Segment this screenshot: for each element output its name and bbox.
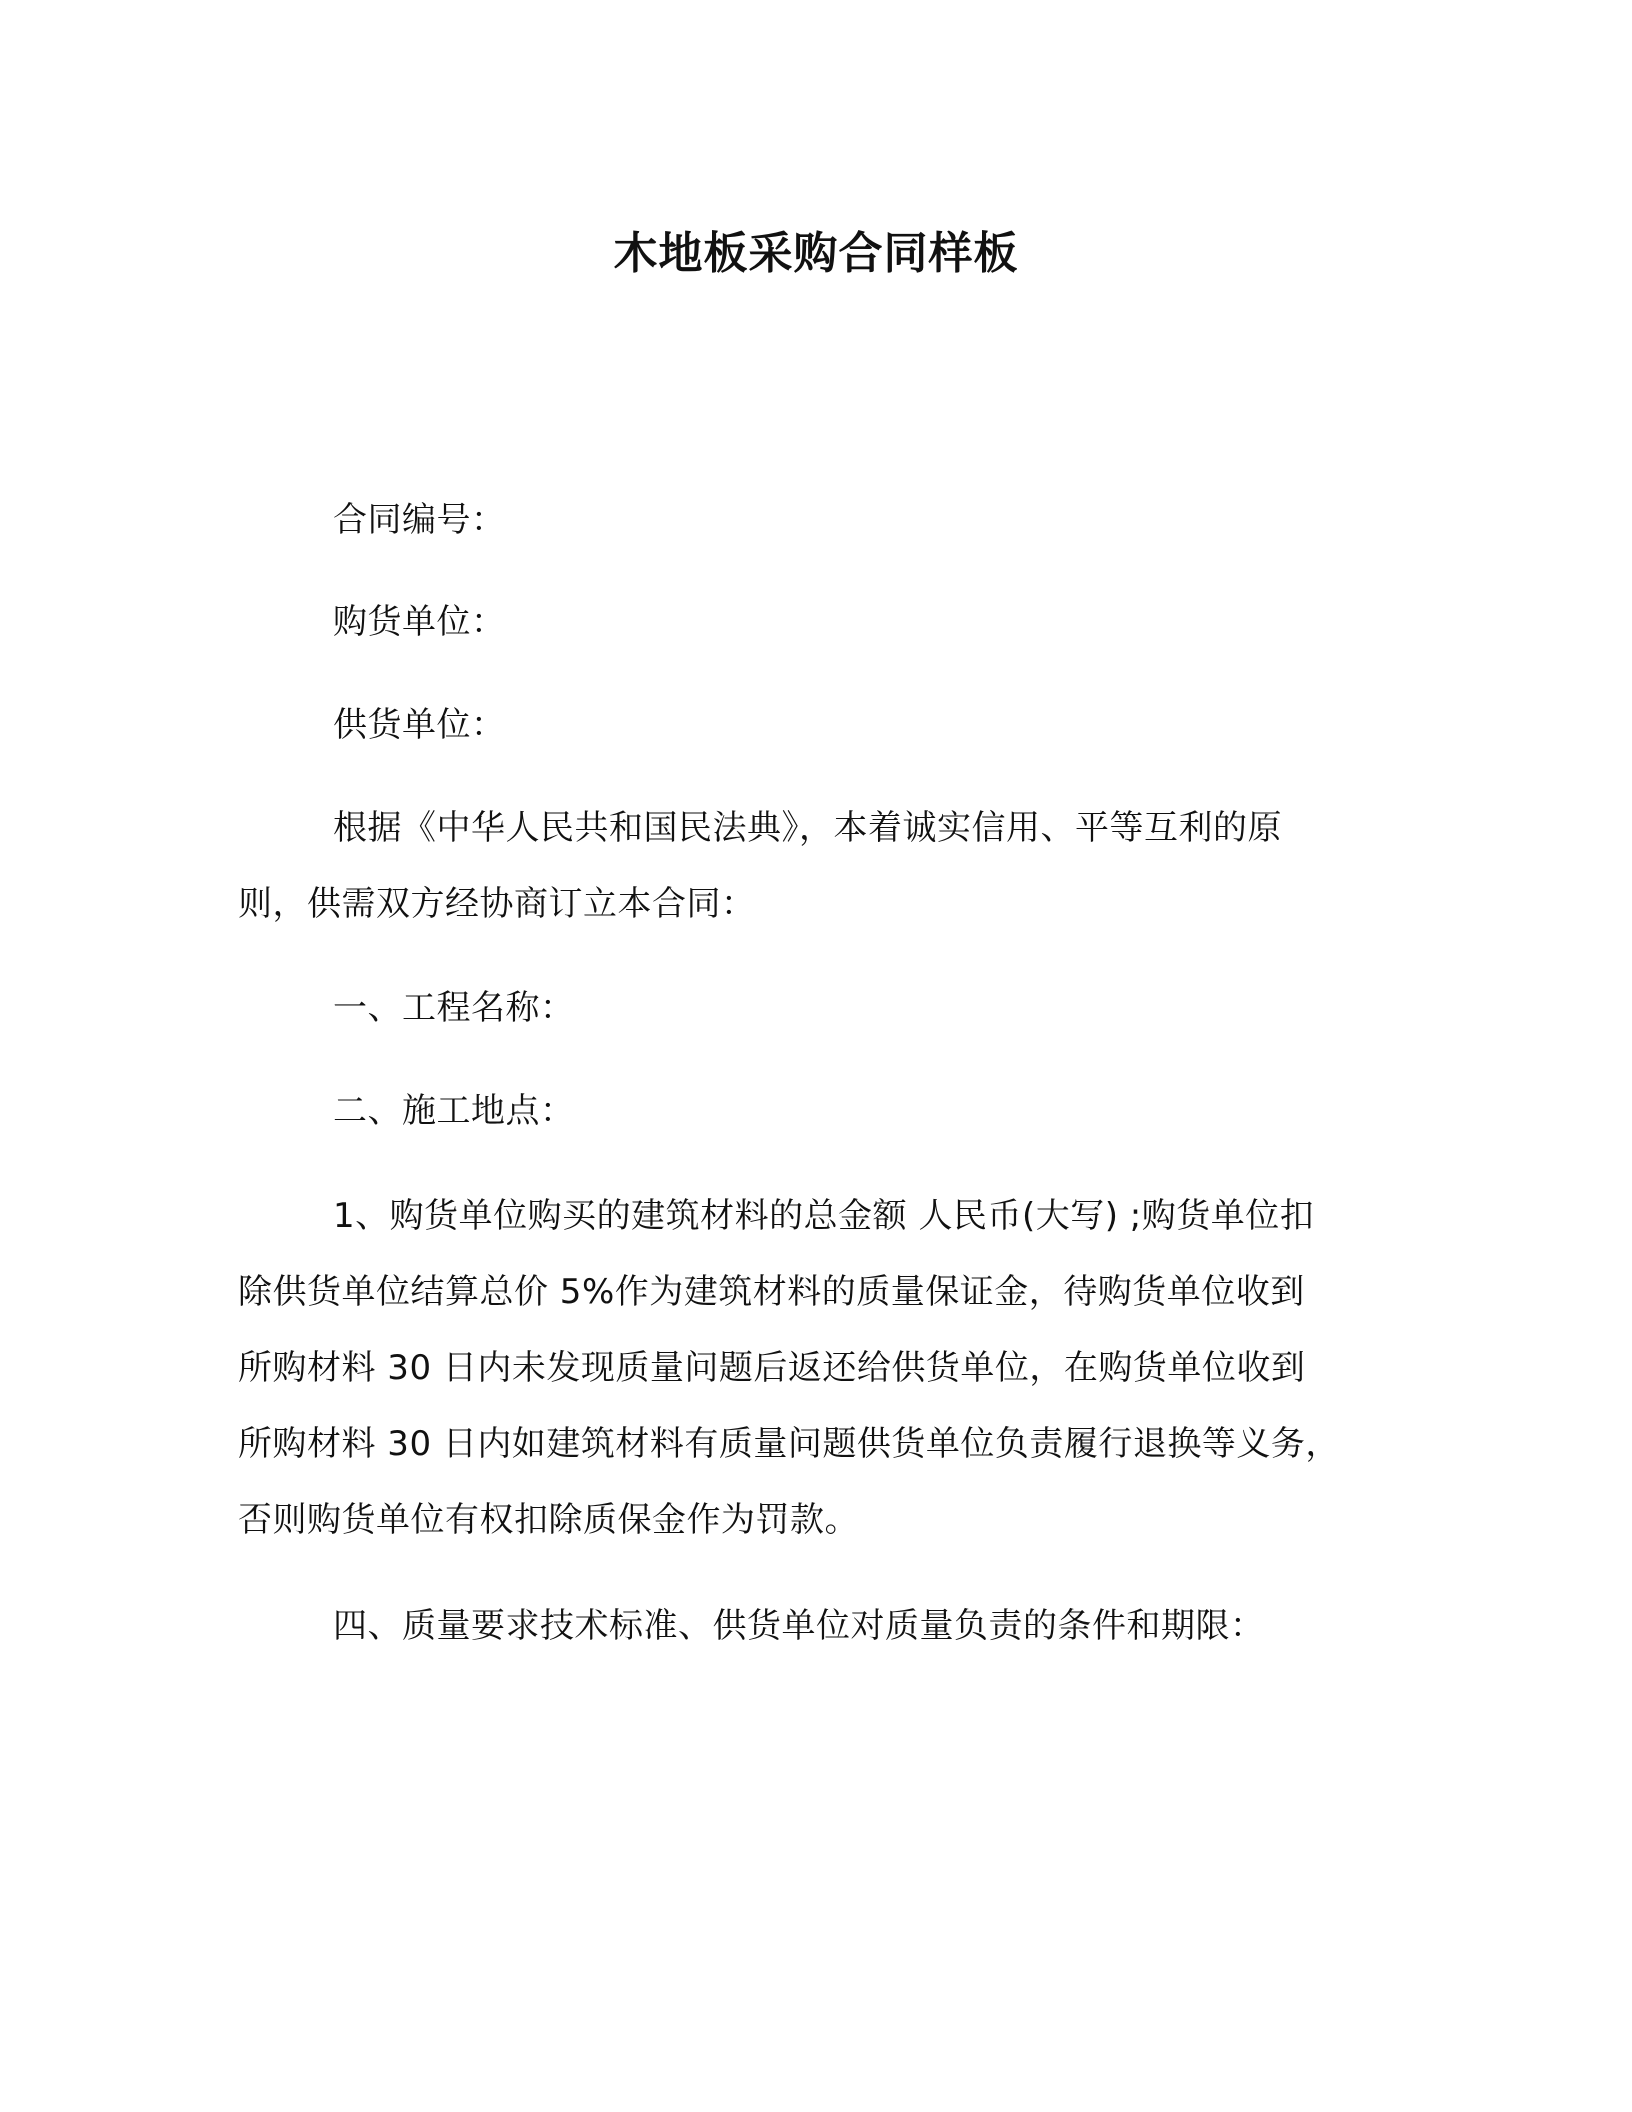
clause-1-line-5: 否则购货单位有权扣除质保金作为罚款。 bbox=[238, 1500, 859, 1540]
clause-1-line-4: 所购材料 30 日内如建筑材料有质量问题供货单位负责履行退换等义务， bbox=[238, 1424, 1340, 1464]
field-supplier: 供货单位： bbox=[333, 705, 506, 745]
preamble-line-2: 则，供需双方经协商订立本合同： bbox=[238, 884, 756, 924]
section-project-name: 一、工程名称： bbox=[333, 988, 575, 1028]
field-buyer: 购货单位： bbox=[333, 602, 506, 642]
preamble-line-1: 根据《中华人民共和国民法典》，本着诚实信用、平等互利的原 bbox=[333, 808, 1282, 848]
clause-1-line-2: 除供货单位结算总价 5%作为建筑材料的质量保证金，待购货单位收到 bbox=[238, 1272, 1305, 1312]
clause-1-line-1: 1、购货单位购买的建筑材料的总金额 人民币(大写) ;购货单位扣 bbox=[333, 1196, 1315, 1236]
field-contract-number: 合同编号： bbox=[333, 500, 506, 540]
section-quality-requirements: 四、质量要求技术标准、供货单位对质量负责的条件和期限： bbox=[333, 1606, 1265, 1646]
clause-1-line-3: 所购材料 30 日内未发现质量问题后返还给供货单位，在购货单位收到 bbox=[238, 1348, 1306, 1388]
section-construction-site: 二、施工地点： bbox=[333, 1091, 575, 1131]
document-title: 木地板采购合同样板 bbox=[613, 228, 1019, 279]
